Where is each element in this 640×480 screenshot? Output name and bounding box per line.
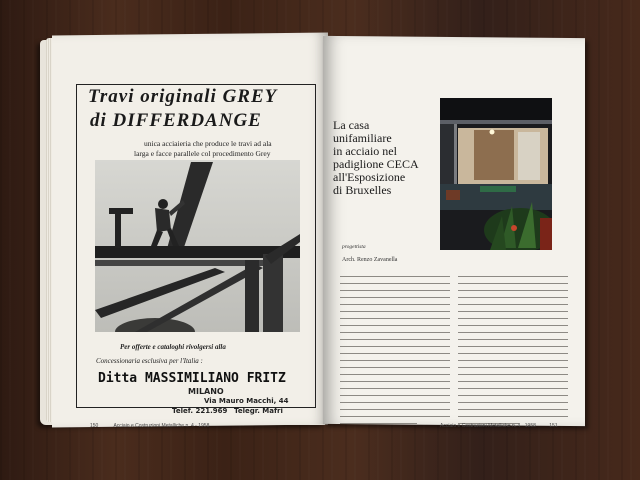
ad-street: Via Mauro Macchi, 44 — [204, 397, 289, 405]
ad-subtitle-line1: unica acciaieria che produce le travi ad ala — [144, 139, 272, 148]
article-title-line: padiglione CECA — [333, 157, 419, 171]
ad-city: MILANO — [188, 387, 224, 396]
pavilion-interior-photo — [440, 98, 552, 250]
article-title-line: unifamiliare — [333, 131, 392, 145]
article-column-right — [458, 276, 568, 430]
article-title-line: La casa — [333, 118, 370, 132]
architect-name: Arch. Renzo Zavanella — [342, 257, 398, 263]
ad-telegram: Telegr. Mafri — [234, 407, 283, 415]
right-footer-text: Acciaio e Costruzioni Metalliche n. 4 - 1958 — [440, 423, 536, 429]
right-page-number: 151 — [549, 423, 558, 429]
ad-company-name: Ditta MASSIMILIANO FRITZ — [98, 371, 286, 386]
open-magazine — [40, 30, 588, 429]
steel-beam-photo — [95, 160, 300, 332]
ad-title-line2: di DIFFERDANGE — [90, 110, 262, 131]
ad-subtitle-line2: larga e facce parallele col procedimento Grey — [134, 149, 271, 158]
article-title — [333, 119, 419, 197]
left-page-footer — [90, 423, 209, 429]
article-title-line: in acciaio nel — [333, 144, 397, 158]
article-title-line: all'Esposizione — [333, 170, 406, 184]
right-page-footer — [440, 423, 558, 429]
article-title-line: di Bruxelles — [333, 183, 392, 197]
ad-phone: Telef. 221.969 — [172, 407, 228, 415]
ad-title-line1: Travi originali GREY — [88, 86, 278, 107]
article-column-left — [340, 276, 450, 430]
ad-offer-text: Per offerte e cataloghi rivolgersi alla — [120, 343, 226, 351]
left-page-number: 150 — [90, 423, 99, 429]
designer-label: progettista — [342, 244, 366, 250]
ad-dealer-text: Concessionaria esclusiva per l'Italia : — [96, 357, 203, 365]
left-footer-text: Acciaio e Costruzioni Metalliche n. 4 - 1958 — [113, 423, 210, 429]
